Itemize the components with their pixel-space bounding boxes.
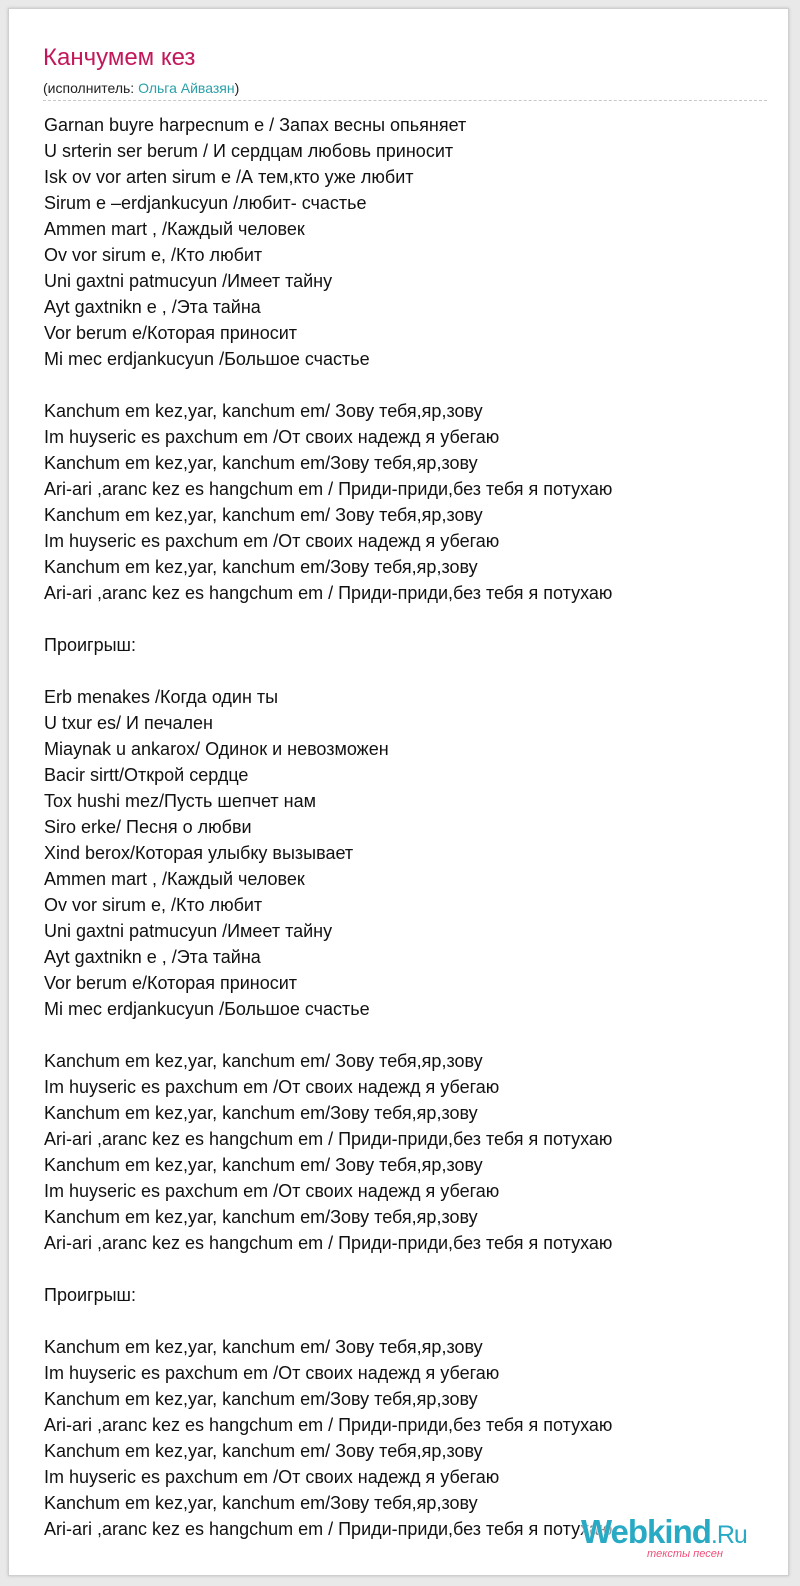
stanza-gap	[44, 1256, 774, 1282]
lyric-line: Im huyseric es paxchum em /От своих надежд я убегаю	[44, 531, 500, 551]
lyric-line: Kanchum em kez,yar, kanchum em/Зову тебя,яр,зову	[44, 557, 478, 577]
lyric-line: Ari-ari ,aranc kez es hangchum em / Приди-приди,без тебя я потухаю	[44, 479, 613, 499]
artist-link[interactable]: Ольга Айвазян	[138, 80, 235, 96]
lyric-line: Uni gaxtni patmucyun /Имеет тайну	[44, 271, 333, 291]
lyric-line: Kanchum em kez,yar, kanchum em/Зову тебя,яр,зову	[44, 453, 478, 473]
lyric-line: Kanchum em kez,yar, kanchum em/Зову тебя,яр,зову	[44, 1493, 478, 1513]
lyric-line: Vor berum e/Которая приносит	[44, 323, 298, 343]
lyric-line: Mi mec erdjankucyun /Большое счастье	[44, 999, 370, 1019]
lyric-line: Ayt gaxtnikn e , /Эта тайна	[44, 297, 261, 317]
lyrics-body	[44, 112, 774, 1542]
divider	[43, 100, 767, 101]
lyric-line: Im huyseric es paxchum em /От своих надежд я убегаю	[44, 427, 500, 447]
lyric-line: Xind berox/Которая улыбку вызывает	[44, 843, 354, 863]
brand-tld: .Ru	[710, 1521, 747, 1549]
lyric-line: Kanchum em kez,yar, kanchum em/ Зову тебя,яр,зову	[44, 1155, 483, 1175]
lyric-line: Miaynak u ankarox/ Одинок и невозможен	[44, 739, 389, 759]
lyric-line: Im huyseric es paxchum em /От своих надежд я убегаю	[44, 1467, 500, 1487]
lyric-line: Mi mec erdjankucyun /Большое счастье	[44, 349, 370, 369]
lyric-line: U txur es/ И печален	[44, 713, 213, 733]
lyric-line: Ari-ari ,aranc kez es hangchum em / Приди-приди,без тебя я потухаю	[44, 1415, 613, 1435]
brand-name-text: Webkind	[581, 1513, 711, 1550]
lyric-line: Ari-ari ,aranc kez es hangchum em / Приди-приди,без тебя я потухаю	[44, 1233, 613, 1253]
lyric-line: Ari-ari ,aranc kez es hangchum em / Приди-приди,без тебя я потухаю	[44, 583, 613, 603]
lyric-line: Sirum e –erdjankucyun /любит- счастье	[44, 193, 367, 213]
stanza-gap	[44, 606, 774, 632]
lyric-line: Kanchum em kez,yar, kanchum em/Зову тебя,яр,зову	[44, 1389, 478, 1409]
stanza-gap	[44, 658, 774, 684]
lyric-line: U srterin ser berum / И сердцам любовь приносит	[44, 141, 454, 161]
lyric-line: Kanchum em kez,yar, kanchum em/ Зову тебя,яр,зову	[44, 401, 483, 421]
lyric-line: Ayt gaxtnikn e , /Эта тайна	[44, 947, 261, 967]
lyric-line: Проигрыш:	[44, 1285, 136, 1305]
lyric-line: Ammen mart , /Каждый человек	[44, 219, 305, 239]
artist-suffix: )	[234, 80, 240, 96]
lyric-line: Kanchum em kez,yar, kanchum em/ Зову тебя,яр,зову	[44, 1051, 483, 1071]
lyric-line: Tox hushi mez/Пусть шепчет нам	[44, 791, 316, 811]
lyric-line: Isk ov vor arten sirum e /А тем,кто уже любит	[44, 167, 414, 187]
lyric-line: Im huyseric es paxchum em /От своих надежд я убегаю	[44, 1077, 500, 1097]
brand-tagline: тексты песен	[647, 1548, 723, 1560]
lyric-line: Ov vor sirum e, /Кто любит	[44, 895, 263, 915]
lyric-line: Kanchum em kez,yar, kanchum em/Зову тебя,яр,зову	[44, 1103, 478, 1123]
lyric-line: Uni gaxtni patmucyun /Имеет тайну	[44, 921, 333, 941]
lyric-line: Kanchum em kez,yar, kanchum em/ Зову тебя,яр,зову	[44, 1337, 483, 1357]
lyric-line: Siro erke/ Песня о любви	[44, 817, 252, 837]
lyric-line: Ammen mart , /Каждый человек	[44, 869, 305, 889]
lyric-line: Kanchum em kez,yar, kanchum em/ Зову тебя,яр,зову	[44, 1441, 483, 1461]
brand-logo[interactable]	[581, 1512, 791, 1572]
lyric-line: Garnan buyre harpecnum e / Запах весны опьяняет	[44, 115, 467, 135]
lyric-line: Kanchum em kez,yar, kanchum em/ Зову тебя,яр,зову	[44, 505, 483, 525]
lyrics-card	[8, 8, 789, 1576]
lyric-line: Vor berum e/Которая приносит	[44, 973, 298, 993]
lyric-line: Kanchum em kez,yar, kanchum em/Зову тебя,яр,зову	[44, 1207, 478, 1227]
lyric-line: Erb menakes /Когда один ты	[44, 687, 279, 707]
song-title: Канчумем кез	[43, 44, 196, 71]
lyric-line: Ari-ari ,aranc kez es hangchum em / Приди-приди,без тебя я потухаю	[44, 1519, 613, 1539]
stanza-gap	[44, 1308, 774, 1334]
lyric-line: Проигрыш:	[44, 635, 136, 655]
lyric-line: Im huyseric es paxchum em /От своих надежд я убегаю	[44, 1181, 500, 1201]
stanza-gap	[44, 1022, 774, 1048]
lyric-line: Im huyseric es paxchum em /От своих надежд я убегаю	[44, 1363, 500, 1383]
artist-line	[43, 79, 239, 97]
lyric-line: Ari-ari ,aranc kez es hangchum em / Приди-приди,без тебя я потухаю	[44, 1129, 613, 1149]
artist-prefix: (исполнитель:	[43, 80, 139, 96]
lyric-line: Ov vor sirum e, /Кто любит	[44, 245, 263, 265]
stanza-gap	[44, 372, 774, 398]
lyric-line: Bacir sirtt/Открой сердце	[44, 765, 249, 785]
